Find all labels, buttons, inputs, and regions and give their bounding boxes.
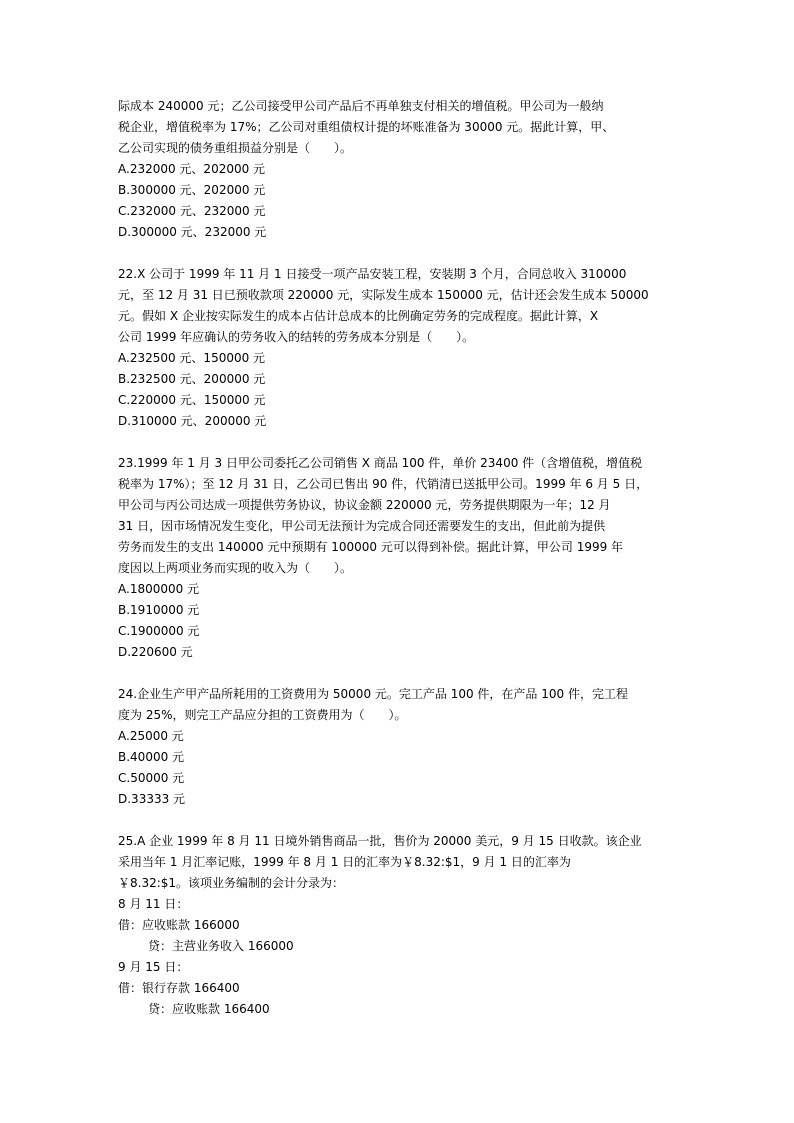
answer-option-a: A.232000 元、202000 元 [118,162,266,176]
question-text-line: 税率为 17%）；至 12 月 31 日，乙公司已售出 90 件，代销清已送抵甲公司。1999 年 6 月 5 日， [118,477,649,491]
spacer [118,243,678,264]
question-25 [118,831,678,1020]
answer-option-b: B.40000 元 [118,750,185,764]
answer-option-b: B.300000 元、202000 元 [118,183,266,197]
answer-option-a: A.1800000 元 [118,582,200,596]
question-text-line: 24.企业生产甲产品所耗用的工资费用为 50000 元。完工产品 100 件，在产品 100 件，完工程 [118,687,628,701]
question-21-continuation [118,96,678,243]
answer-option-c: C.232000 元、232000 元 [118,204,266,218]
question-text-line: 元。假如 X 企业按实际发生的成本占估计总成本的比例确定劳务的完成程度。据此计算，X [118,309,599,323]
answer-option-b: B.1910000 元 [118,603,200,617]
answer-option-c: C.50000 元 [118,771,185,785]
question-text-line: 劳务而发生的支出 140000 元中预期有 100000 元可以得到补偿。据此计算，甲公司 1999 年 [118,540,624,554]
spacer [118,663,678,684]
answer-option-d: D.33333 元 [118,792,186,806]
question-text-line: 元，至 12 月 31 日已预收款项 220000 元，实际发生成本 150000 元，估计还会发生成本 50000 [118,288,649,302]
journal-entry-debit: 借：银行存款 166400 [118,981,240,995]
question-text-line: 税企业，增值税率为 17%；乙公司对重组债权计提的坏账准备为 30000 元。据此计算，甲、 [118,120,615,134]
question-22 [118,264,678,432]
question-text-line: ￥8.32:$1。该项业务编制的会计分录为： [118,876,345,890]
answer-option-b: B.232500 元、200000 元 [118,372,266,386]
question-text-line: 公司 1999 年应确认的劳务收入的结转的劳务成本分别是（ ）。 [118,330,475,344]
document-body [118,96,678,1020]
question-text-line: 度因以上两项业务而实现的收入为（ ）。 [118,561,353,575]
answer-option-c: C.220000 元、150000 元 [118,393,266,407]
journal-entry-credit: 贷：主营业务收入 166000 [148,939,294,953]
question-text-line: 度为 25%，则完工产品应分担的工资费用为（ ）。 [118,708,407,722]
question-text-line: 25.A 企业 1999 年 8 月 11 日境外销售商品一批，售价为 20000 美元，9 月 15 日收款。该企业 [118,834,642,848]
answer-option-a: A.232500 元、150000 元 [118,351,266,365]
question-text-line: 乙公司实现的债务重组损益分别是（ ）。 [118,141,353,155]
answer-option-d: D.300000 元、232000 元 [118,225,267,239]
answer-option-d: D.220600 元 [118,645,193,659]
question-text-line: 采用当年 1 月汇率记账，1999 年 8 月 1 日的汇率为￥8.32:$1，9 月 1 日的汇率为 [118,855,571,869]
answer-option-c: C.1900000 元 [118,624,200,638]
journal-entry-date: 8 月 11 日： [118,897,189,911]
question-text-line: 际成本 240000 元；乙公司接受甲公司产品后不再单独支付相关的增值税。甲公司为一般纳 [118,99,604,113]
question-text-line: 31 日，因市场情况发生变化，甲公司无法预计为完成合同还需要发生的支出，但此前为提供 [118,519,606,533]
answer-option-a: A.25000 元 [118,729,184,743]
spacer [118,810,678,831]
answer-option-d: D.310000 元、200000 元 [118,414,267,428]
journal-entry-debit: 借：应收账款 166000 [118,918,240,932]
question-text-line: 23.1999 年 1 月 3 日甲公司委托乙公司销售 X 商品 100 件，单价 23400 件（含增值税，增值税 [118,456,643,470]
question-text-line: 甲公司与丙公司达成一项提供劳务协议，协议金额 220000 元，劳务提供期限为一年；12 月 [118,498,611,512]
question-24 [118,684,678,810]
question-23 [118,453,678,663]
journal-entry-date: 9 月 15 日： [118,960,189,974]
question-text-line: 22.X 公司于 1999 年 11 月 1 日接受一项产品安装工程，安装期 3 个月，合同总收入 310000 [118,267,627,281]
journal-entry-credit: 贷：应收账款 166400 [148,1002,270,1016]
spacer [118,432,678,453]
